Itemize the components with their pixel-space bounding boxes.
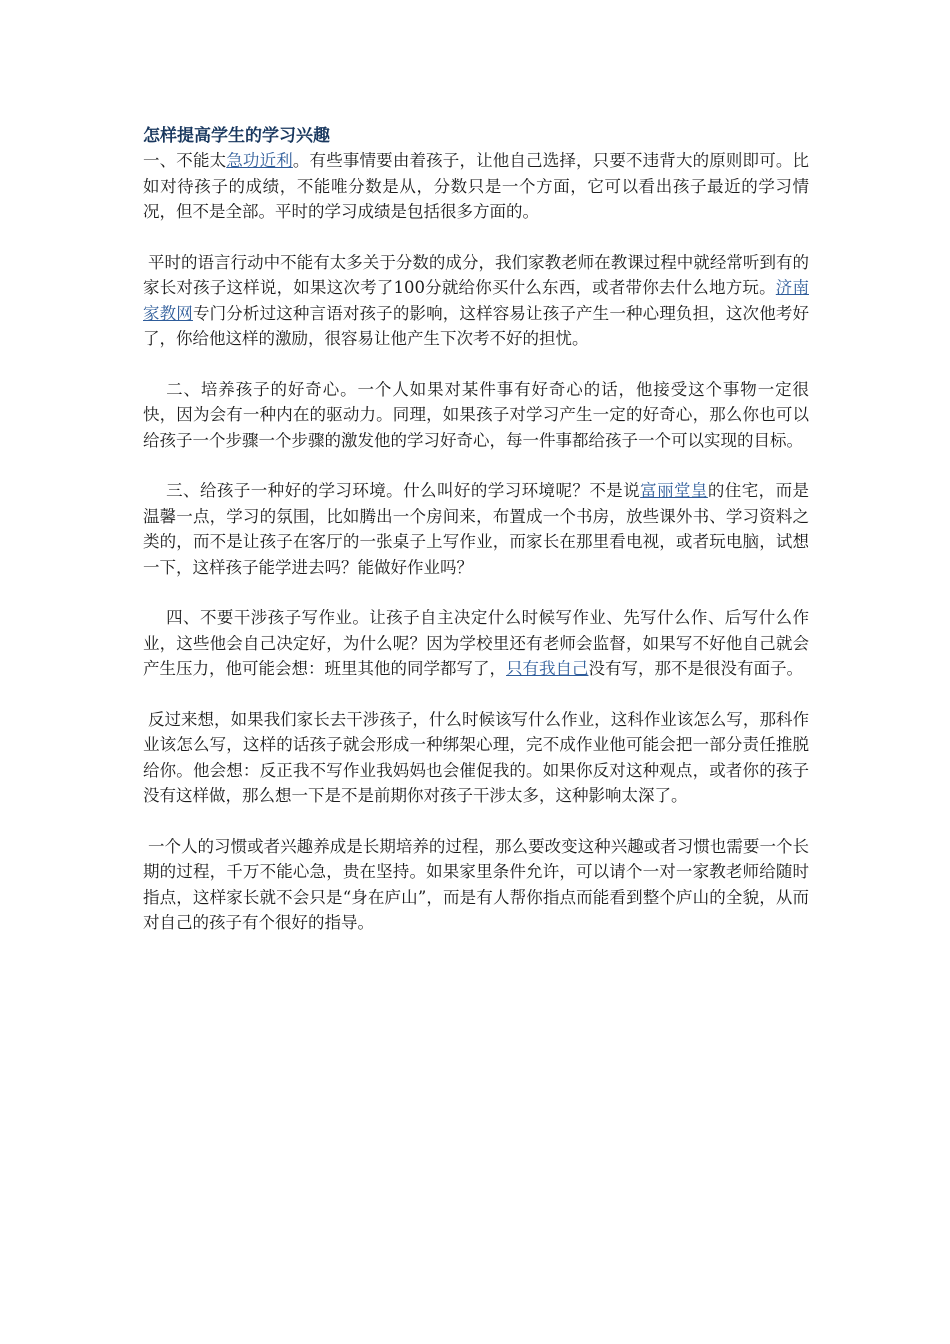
paragraph-5-text-after: 没有写，那不是很没有面子。 bbox=[588, 659, 803, 678]
document-page bbox=[143, 124, 809, 936]
paragraph-1 bbox=[143, 148, 809, 225]
paragraph-4-text-before: 三、给孩子一种好的学习环境。什么叫好的学习环境呢？不是说 bbox=[166, 481, 641, 500]
link-jinan-jiajiao[interactable]: 济南家教网 bbox=[143, 278, 809, 323]
paragraph-7: 一个人的习惯或者兴趣养成是长期培养的过程，那么要改变这种兴趣或者习惯也需要一个长期的过程，千万不能心急，贵在坚持。如果家里条件允许，可以请个一对一家教老师给随时指点，这样家长就不会只是“身在庐山”，而是有人帮你指点而能看到整个庐山的全貌，从而对自己的孩子有个很好的指导。 bbox=[143, 836, 809, 932]
paragraph-6: 反过来想，如果我们家长去干涉孩子，什么时候该写什么作业，这科作业该怎么写，那科作业该怎么写，这样的话孩子就会形成一种绑架心理，完不成作业他可能会把一部分责任推脱给你。他会想：反正我不写作业我妈妈也会催促我的。如果你反对这种观点，或者你的孩子没有这样做，那么想一下是不是前期你对孩子干涉太多，这种影响太深了。 bbox=[143, 709, 809, 805]
document-title: 怎样提高学生的学习兴趣 bbox=[143, 126, 330, 146]
paragraph-2-text-after: 专门分析过这种言语对孩子的影响，这样容易让孩子产生一种心理负担，这次他考好了，你给他这样的激励，很容易让他产生下次考不好的担忧。 bbox=[143, 303, 810, 348]
link-fuli-tanghuang[interactable]: 富丽堂皇 bbox=[640, 481, 708, 500]
paragraph-5 bbox=[143, 605, 809, 682]
paragraph-3: 二、培养孩子的好奇心。一个人如果对某件事有好奇心的话，他接受这个事物一定很快，因为会有一种内在的驱动力。同理，如果孩子对学习产生一定的好奇心，那么你也可以给孩子一个步骤一个步骤的激发他的学习好奇心，每一件事都给孩子一个可以实现的目标。 bbox=[143, 379, 809, 450]
paragraph-1-text-after: 。有些事情要由着孩子，让他自己选择，只要不违背大的原则即可。比如对待孩子的成绩，不能唯分数是从，分数只是一个方面，它可以看出孩子最近的学习情况，但不是全部。平时的学习成绩是包括很多方面的。 bbox=[143, 151, 810, 221]
paragraph-2-text-before: 平时的语言行动中不能有太多关于分数的成分，我们家教老师在教课过程中就经常听到有的家长对孩子这样说，如果这次考了100分就给你买什么东西，或者带你去什么地方玩。 bbox=[143, 252, 809, 297]
paragraph-1-text-before: 一、不能太 bbox=[143, 151, 227, 170]
link-jigong-jinli[interactable]: 急功近利 bbox=[226, 151, 293, 170]
paragraph-4 bbox=[143, 478, 809, 580]
paragraph-2 bbox=[143, 250, 809, 352]
paragraph-4-text-after: 的住宅，而是温馨一点，学习的氛围，比如腾出一个房间来，布置成一个书房，放些课外书、学习资料之类的，而不是让孩子在客厅的一张桌子上写作业，而家长在那里看电视，或者玩电脑，试想一下，这样孩子能学进去吗？能做好作业吗？ bbox=[143, 481, 810, 577]
paragraph-5-text-before: 四、不要干涉孩子写作业。让孩子自主决定什么时候写作业、先写什么作、后写什么作业，这些他会自己决定好，为什么呢？因为学校里还有老师会监督，如果写不好他自己就会产生压力，他可能会想：班里其他的同学都写了， bbox=[143, 608, 809, 678]
link-zhiyou-woziji[interactable]: 只有我自己 bbox=[506, 659, 589, 678]
